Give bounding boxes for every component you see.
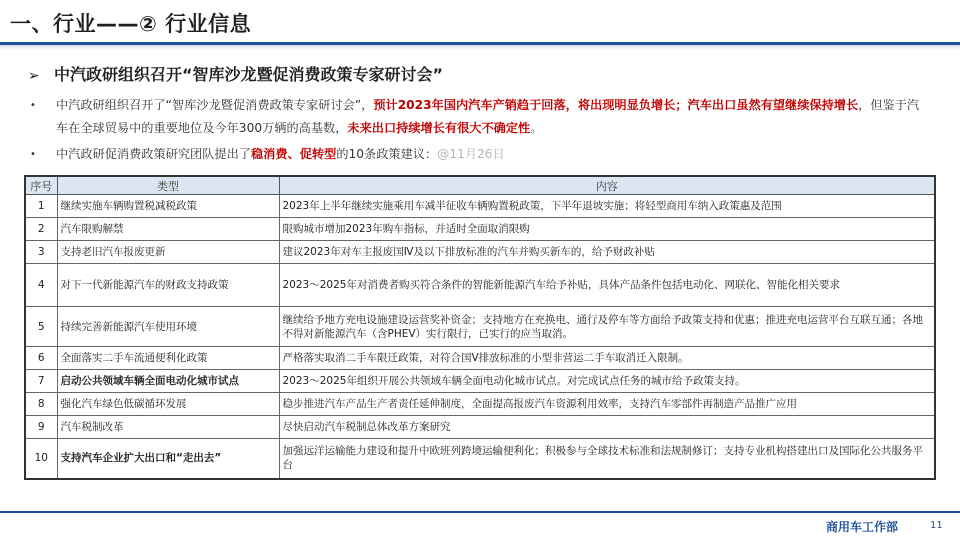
table-row — [25, 218, 935, 241]
table-row — [25, 241, 935, 264]
bullet-highlight-segment: 预计2023年国内汽车产销趋于回落，将出现明显负增长；汽车出口虽然有望继续保持增长 — [373, 98, 859, 112]
cell-type: 持续完善新能源汽车使用环境 — [57, 307, 279, 347]
bullet-dot-icon: • — [30, 149, 36, 160]
column-header-no: 序号 — [25, 176, 57, 195]
bullet-text — [56, 143, 930, 166]
cell-type: 汽车税制改革 — [57, 416, 279, 439]
cell-content: 2023～2025年组织开展公共领域车辆全面电动化城市试点。对完成试点任务的城市给予政策支持。 — [279, 370, 935, 393]
table-header-row — [25, 176, 935, 195]
cell-no: 8 — [25, 393, 57, 416]
cell-no: 3 — [25, 241, 57, 264]
footer-divider — [0, 511, 960, 513]
cell-no: 1 — [25, 195, 57, 218]
table-row — [25, 393, 935, 416]
table-row — [25, 264, 935, 307]
table-row — [25, 347, 935, 370]
bullet-text-segment: ，但鉴于汽车在全球贸易中的重要地位及今年300万辆的高基数， — [56, 98, 920, 135]
cell-content: 建议2023年对车主报废国Ⅳ及以下排放标准的汽车并购买新车的，给予财政补贴 — [279, 241, 935, 264]
section-title-text: 中汽政研组织召开“智库沙龙暨促消费政策专家研讨会” — [54, 65, 444, 84]
cell-content: 稳步推进汽车产品生产者责任延伸制度，全面提高报废汽车资源利用效率，支持汽车零部件再制造产品推广应用 — [279, 393, 935, 416]
cell-no: 7 — [25, 370, 57, 393]
cell-content: 限购城市增加2023年购车指标，并适时全面取消限购 — [279, 218, 935, 241]
footer-department: 商用车工作部 — [826, 520, 899, 534]
cell-type: 全面落实二手车流通便利化政策 — [57, 347, 279, 370]
policy-table — [24, 175, 936, 480]
bullet-item — [30, 94, 930, 140]
cell-content: 严格落实取消二手车限迁政策，对符合国V排放标准的小型非营运二手车取消迁入限制。 — [279, 347, 935, 370]
arrow-bullet-icon: ➢ — [28, 68, 40, 84]
column-header-content: 内容 — [279, 176, 935, 195]
bullet-text-segment: 的10条政策建议： — [336, 147, 438, 161]
date-label: @11月26日 — [437, 147, 505, 161]
cell-type: 汽车限购解禁 — [57, 218, 279, 241]
cell-content: 继续给予地方充电设施建设运营奖补资金；支持地方在充换电、通行及停车等方面给予政策支持和优惠；推进充电运营平台互联互通；各地不得对新能源汽车（含PHEV）实行限行，已实行的应当取消。 — [279, 307, 935, 347]
cell-content: 2023年上半年继续实施乘用车减半征收车辆购置税政策，下半年退坡实施；将轻型商用车纳入政策惠及范围 — [279, 195, 935, 218]
table-row — [25, 439, 935, 479]
table-row — [25, 416, 935, 439]
header — [0, 0, 960, 44]
cell-no: 2 — [25, 218, 57, 241]
bullet-dot-icon: • — [30, 100, 36, 111]
bullet-text-segment: 中汽政研促消费政策研究团队提出了 — [56, 147, 251, 161]
table-row — [25, 307, 935, 347]
cell-no: 6 — [25, 347, 57, 370]
page-title: 一、行业——② 行业信息 — [10, 12, 252, 36]
bullet-highlight-segment: 未来出口持续增长有很大不确定性 — [347, 121, 531, 135]
section-title — [28, 62, 443, 85]
cell-type: 支持老旧汽车报废更新 — [57, 241, 279, 264]
bullet-text-segment: 。 — [530, 121, 543, 135]
bullet-item — [30, 143, 930, 166]
cell-type: 对下一代新能源汽车的财政支持政策 — [57, 264, 279, 307]
page-number: 11 — [930, 520, 943, 531]
bullet-text-segment: 中汽政研组织召开了“智库沙龙暨促消费政策专家研讨会”， — [56, 98, 374, 112]
cell-type: 强化汽车绿色低碳循环发展 — [57, 393, 279, 416]
table-row — [25, 195, 935, 218]
column-header-type: 类型 — [57, 176, 279, 195]
cell-content: 加强远洋运输能力建设和提升中欧班列跨境运输便利化；积极参与全球技术标准和法规制修订；支持专业机构搭建出口及国际化公共服务平台 — [279, 439, 935, 479]
bullet-highlight-segment: 稳消费、促转型 — [251, 147, 337, 161]
cell-content: 2023～2025年对消费者购买符合条件的智能新能源汽车给予补贴，具体产品条件包括电动化、网联化、智能化相关要求 — [279, 264, 935, 307]
table-row — [25, 370, 935, 393]
header-shadow — [0, 45, 960, 50]
cell-no: 5 — [25, 307, 57, 347]
cell-no: 4 — [25, 264, 57, 307]
cell-type: 支持汽车企业扩大出口和“走出去” — [57, 439, 279, 479]
cell-type: 继续实施车辆购置税减税政策 — [57, 195, 279, 218]
cell-no: 9 — [25, 416, 57, 439]
cell-type: 启动公共领域车辆全面电动化城市试点 — [57, 370, 279, 393]
cell-content: 尽快启动汽车税制总体改革方案研究 — [279, 416, 935, 439]
bullet-text — [56, 94, 930, 140]
cell-no: 10 — [25, 439, 57, 479]
